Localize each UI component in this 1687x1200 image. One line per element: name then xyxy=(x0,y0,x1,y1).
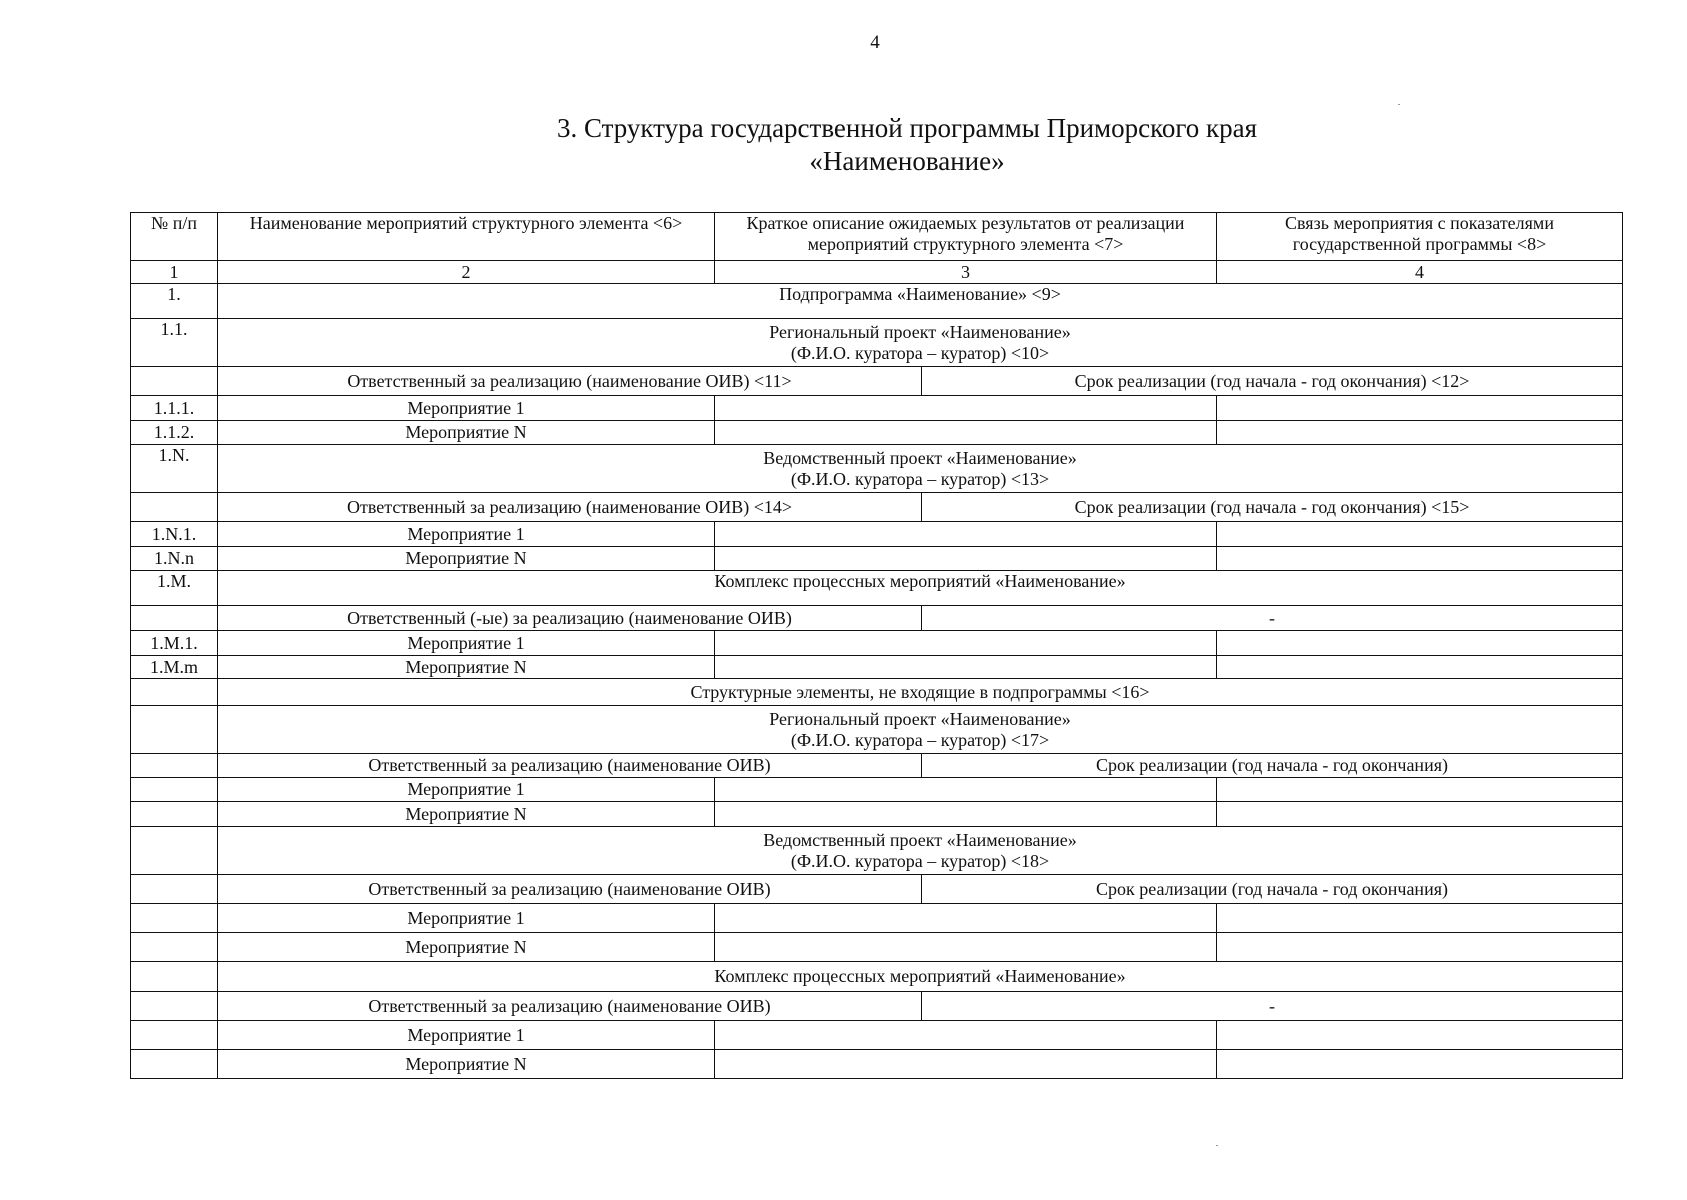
departmental-project-row xyxy=(131,827,1623,875)
column-number: 1 xyxy=(131,261,218,284)
empty-cell xyxy=(1217,547,1623,571)
activity-row xyxy=(131,631,1623,656)
activity-row xyxy=(131,1021,1623,1050)
empty-cell xyxy=(1217,631,1623,656)
empty-cell xyxy=(715,904,1217,933)
empty-cell xyxy=(131,933,218,962)
empty-cell xyxy=(1217,904,1623,933)
activity-row xyxy=(131,802,1623,827)
empty-cell xyxy=(1217,396,1623,421)
activity-name: Мероприятие 1 xyxy=(218,522,715,547)
empty-cell xyxy=(715,778,1217,802)
responsible-label: Ответственный (-ые) за реализацию (наименование ОИВ) xyxy=(218,606,922,631)
empty-cell xyxy=(715,802,1217,827)
activity-name: Мероприятие N xyxy=(218,547,715,571)
table-header-row xyxy=(131,213,1623,261)
activity-row xyxy=(131,778,1623,802)
empty-cell xyxy=(1217,1021,1623,1050)
empty-cell xyxy=(715,522,1217,547)
process-complex-row xyxy=(131,962,1623,992)
responsible-label: Ответственный за реализацию (наименование ОИВ) <14> xyxy=(218,493,922,522)
regional-project-label xyxy=(218,706,1623,754)
scan-speck xyxy=(1398,104,1400,105)
project-curator: (Ф.И.О. куратора – куратор) <18> xyxy=(790,850,1050,871)
project-title: Ведомственный проект «Наименование» xyxy=(763,447,1077,468)
empty-cell xyxy=(715,547,1217,571)
activity-row xyxy=(131,933,1623,962)
project-curator: (Ф.И.О. куратора – куратор) <17> xyxy=(790,729,1050,750)
responsible-row xyxy=(131,992,1623,1021)
empty-cell xyxy=(131,904,218,933)
process-complex-row xyxy=(131,571,1623,606)
empty-cell xyxy=(715,933,1217,962)
empty-cell xyxy=(715,421,1217,445)
empty-cell xyxy=(1217,421,1623,445)
term-label: - xyxy=(922,606,1623,631)
empty-cell xyxy=(131,493,218,522)
row-number: 1.N.1. xyxy=(131,522,218,547)
responsible-row xyxy=(131,493,1623,522)
empty-cell xyxy=(1217,1050,1623,1079)
term-label: Срок реализации (год начала - год окончания) <15> xyxy=(922,493,1623,522)
column-number: 4 xyxy=(1217,261,1623,284)
activity-name: Мероприятие 1 xyxy=(218,631,715,656)
term-label: - xyxy=(922,992,1623,1021)
empty-cell xyxy=(715,1050,1217,1079)
empty-cell xyxy=(131,827,218,875)
document-title xyxy=(0,112,1687,178)
row-number: 1.1. xyxy=(131,319,218,367)
activity-name: Мероприятие 1 xyxy=(218,904,715,933)
activity-row xyxy=(131,522,1623,547)
column-number: 2 xyxy=(218,261,715,284)
empty-cell xyxy=(131,367,218,396)
regional-project-row xyxy=(131,706,1623,754)
project-curator: (Ф.И.О. куратора – куратор) <13> xyxy=(790,468,1050,489)
structure-table-body xyxy=(130,212,1623,1079)
non-subprogram-label: Структурные элементы, не входящие в подпрограммы <16> xyxy=(218,679,1623,706)
process-complex-label: Комплекс процессных мероприятий «Наименование» xyxy=(218,571,1623,606)
project-title: Региональный проект «Наименование» xyxy=(769,321,1071,342)
activity-row xyxy=(131,656,1623,679)
row-number: 1.N. xyxy=(131,445,218,493)
responsible-label: Ответственный за реализацию (наименование ОИВ) xyxy=(218,992,922,1021)
row-number: 1.M.m xyxy=(131,656,218,679)
activity-row xyxy=(131,547,1623,571)
responsible-label: Ответственный за реализацию (наименование ОИВ) xyxy=(218,875,922,904)
non-subprogram-row xyxy=(131,679,1623,706)
row-number: 1.M.1. xyxy=(131,631,218,656)
empty-cell xyxy=(1217,778,1623,802)
empty-cell xyxy=(131,754,218,778)
header-activity-name: Наименование мероприятий структурного элемента <6> xyxy=(218,213,715,261)
activity-row xyxy=(131,396,1623,421)
empty-cell xyxy=(131,802,218,827)
empty-cell xyxy=(131,778,218,802)
row-number: 1.1.2. xyxy=(131,421,218,445)
activity-name: Мероприятие 1 xyxy=(218,778,715,802)
responsible-row xyxy=(131,754,1623,778)
activity-name: Мероприятие 1 xyxy=(218,1021,715,1050)
project-title: Региональный проект «Наименование» xyxy=(769,708,1071,729)
header-indicators: Связь мероприятия с показателями государственной программы <8> xyxy=(1217,213,1623,261)
process-complex-label: Комплекс процессных мероприятий «Наименование» xyxy=(218,962,1623,992)
row-number: 1.1.1. xyxy=(131,396,218,421)
term-label: Срок реализации (год начала - год окончания) <12> xyxy=(922,367,1623,396)
empty-cell xyxy=(131,679,218,706)
empty-cell xyxy=(131,875,218,904)
empty-cell xyxy=(1217,802,1623,827)
activity-row xyxy=(131,1050,1623,1079)
empty-cell xyxy=(131,606,218,631)
activity-name: Мероприятие N xyxy=(218,421,715,445)
activity-row xyxy=(131,904,1623,933)
departmental-project-label xyxy=(218,827,1623,875)
header-results: Краткое описание ожидаемых результатов от реализации мероприятий структурного элемента <7> xyxy=(715,213,1217,261)
row-number: 1.N.n xyxy=(131,547,218,571)
empty-cell xyxy=(131,1050,218,1079)
empty-cell xyxy=(715,631,1217,656)
title-line-2: «Наименование» xyxy=(809,146,1005,176)
empty-cell xyxy=(131,1021,218,1050)
column-number-row xyxy=(131,261,1623,284)
activity-name: Мероприятие N xyxy=(218,1050,715,1079)
term-label: Срок реализации (год начала - год окончания) xyxy=(922,754,1623,778)
empty-cell xyxy=(131,962,218,992)
subprogram-label: Подпрограмма «Наименование» <9> xyxy=(218,284,1623,319)
empty-cell xyxy=(715,396,1217,421)
responsible-row xyxy=(131,606,1623,631)
subprogram-row xyxy=(131,284,1623,319)
activity-name: Мероприятие N xyxy=(218,802,715,827)
activity-row xyxy=(131,421,1623,445)
regional-project-label xyxy=(218,319,1623,367)
activity-name: Мероприятие N xyxy=(218,933,715,962)
responsible-label: Ответственный за реализацию (наименование ОИВ) <11> xyxy=(218,367,922,396)
empty-cell xyxy=(131,706,218,754)
project-title: Ведомственный проект «Наименование» xyxy=(763,829,1077,850)
responsible-row xyxy=(131,367,1623,396)
row-number: 1. xyxy=(131,284,218,319)
header-num: № п/п xyxy=(131,213,218,261)
project-curator: (Ф.И.О. куратора – куратор) <10> xyxy=(790,342,1050,363)
page-number: 4 xyxy=(870,32,880,53)
scan-speck xyxy=(1216,1145,1218,1146)
row-number: 1.M. xyxy=(131,571,218,606)
column-number: 3 xyxy=(715,261,1217,284)
responsible-label: Ответственный за реализацию (наименование ОИВ) xyxy=(218,754,922,778)
empty-cell xyxy=(715,656,1217,679)
regional-project-row xyxy=(131,319,1623,367)
responsible-row xyxy=(131,875,1623,904)
empty-cell xyxy=(1217,933,1623,962)
title-line-1: 3. Структура государственной программы Приморского края xyxy=(556,113,1258,143)
activity-name: Мероприятие 1 xyxy=(218,396,715,421)
term-label: Срок реализации (год начала - год окончания) xyxy=(922,875,1623,904)
activity-name: Мероприятие N xyxy=(218,656,715,679)
empty-cell xyxy=(1217,522,1623,547)
departmental-project-row xyxy=(131,445,1623,493)
empty-cell xyxy=(715,1021,1217,1050)
departmental-project-label xyxy=(218,445,1623,493)
empty-cell xyxy=(131,992,218,1021)
empty-cell xyxy=(1217,656,1623,679)
